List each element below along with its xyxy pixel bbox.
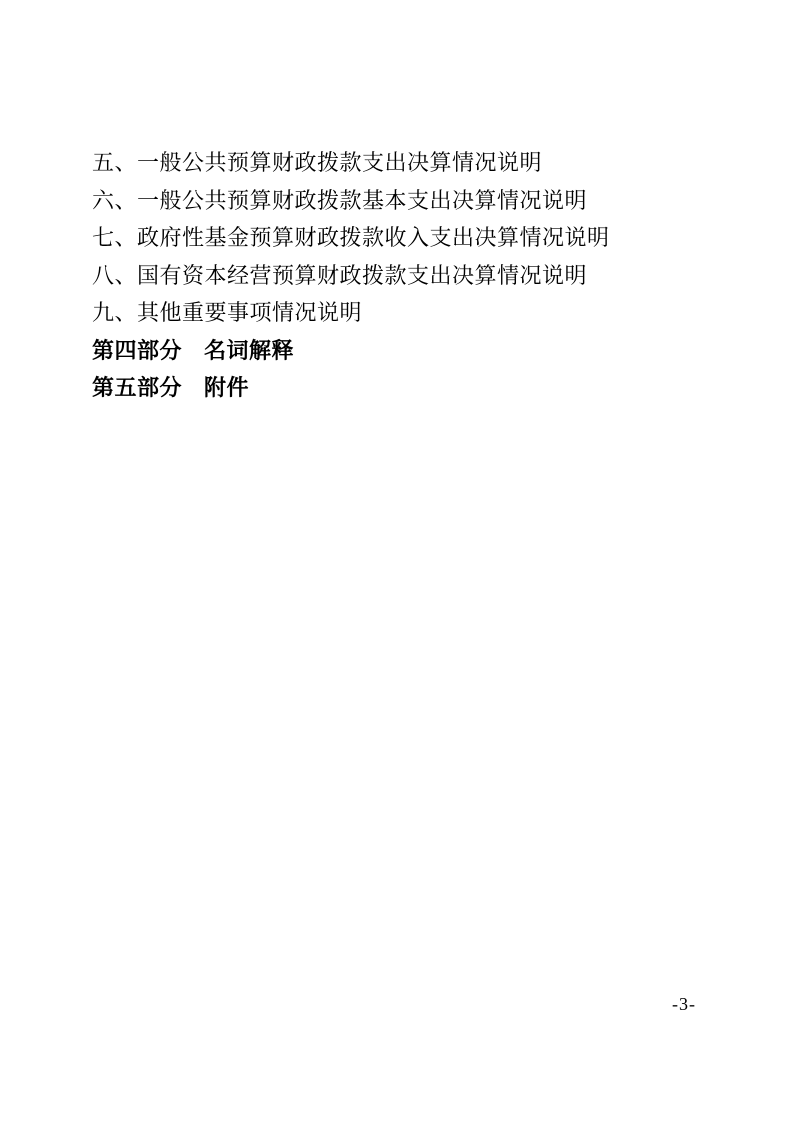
toc-part-heading — [92, 333, 712, 371]
toc-item: 八、国有资本经营预算财政拨款支出决算情况说明 — [92, 263, 588, 289]
toc-item: 七、政府性基金预算财政拨款收入支出决算情况说明 — [92, 226, 610, 251]
toc-item: 六、一般公共预算财政拨款基本支出决算情况说明 — [92, 188, 588, 214]
toc-item: 九、其他重要事项情况说明 — [92, 301, 363, 326]
page-number: -3- — [672, 994, 696, 1014]
part-number: 第四部分 — [92, 338, 183, 364]
part-title: 名词解释 — [204, 338, 295, 364]
part-number: 第五部分 — [92, 376, 183, 401]
part-title: 附件 — [204, 376, 250, 401]
toc-item: 五、一般公共预算财政拨款支出决算情况说明 — [92, 151, 543, 176]
table-of-contents — [92, 145, 712, 408]
toc-part-heading — [92, 370, 712, 408]
